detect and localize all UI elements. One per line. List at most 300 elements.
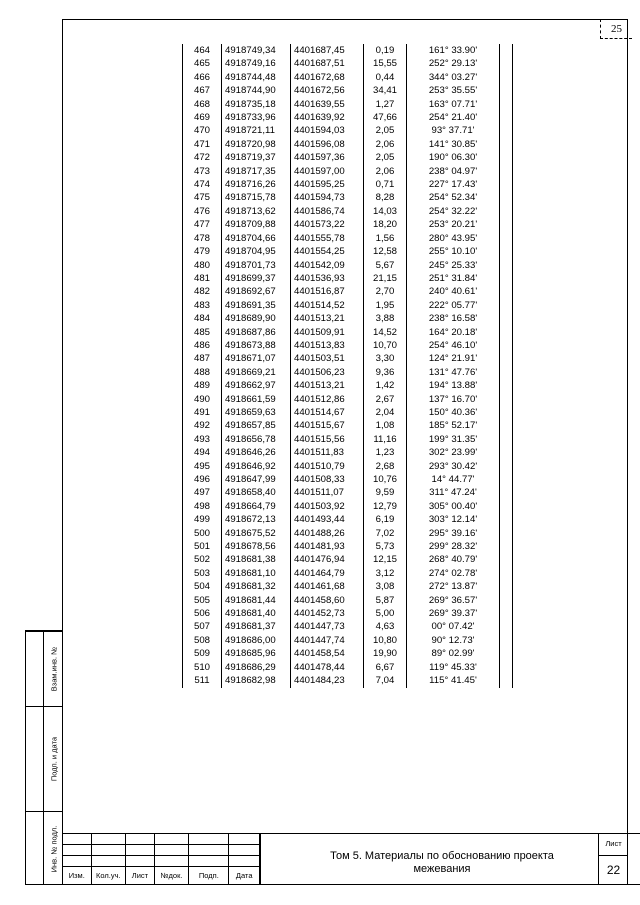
- bearing-cell: 254° 52.34': [407, 191, 500, 204]
- table-row: [183, 259, 513, 272]
- table-row: [183, 473, 513, 486]
- coord-x-cell: 4918647,99: [222, 473, 291, 486]
- point-number-cell: 464: [183, 44, 222, 57]
- distance-cell: 8,28: [364, 191, 407, 204]
- coord-x-cell: 4918681,32: [222, 580, 291, 593]
- point-number-cell: 484: [183, 312, 222, 325]
- distance-cell: 5,87: [364, 594, 407, 607]
- table-row: [183, 594, 513, 607]
- table-row: [183, 433, 513, 446]
- header-change: Изм.: [63, 866, 92, 884]
- coord-x-cell: 4918672,13: [222, 513, 291, 526]
- coord-x-cell: 4918721,11: [222, 124, 291, 137]
- table-row: [183, 84, 513, 97]
- distance-cell: 6,67: [364, 661, 407, 674]
- empty-cell: [500, 674, 513, 687]
- empty-cell: [500, 634, 513, 647]
- point-number-cell: 491: [183, 406, 222, 419]
- bearing-cell: 269° 36.57': [407, 594, 500, 607]
- coord-y-cell: 4401595,25: [291, 178, 364, 191]
- page-number: 25: [600, 19, 632, 39]
- bearing-cell: 254° 46.10': [407, 339, 500, 352]
- empty-cell: [500, 553, 513, 566]
- bearing-cell: 93° 37.71': [407, 124, 500, 137]
- coord-y-cell: 4401508,33: [291, 473, 364, 486]
- table-row: [183, 218, 513, 231]
- empty-cell: [500, 326, 513, 339]
- empty-cell: [500, 71, 513, 84]
- coord-y-cell: 4401476,94: [291, 553, 364, 566]
- bearing-cell: 190° 06.30': [407, 151, 500, 164]
- empty-cell: [500, 607, 513, 620]
- distance-cell: 18,20: [364, 218, 407, 231]
- point-number-cell: 509: [183, 647, 222, 660]
- empty-cell: [500, 352, 513, 365]
- coord-y-cell: 4401461,68: [291, 580, 364, 593]
- coord-y-cell: 4401481,93: [291, 540, 364, 553]
- bearing-cell: 305° 00.40': [407, 500, 500, 513]
- point-number-cell: 471: [183, 138, 222, 151]
- coord-y-cell: 4401536,93: [291, 272, 364, 285]
- table-row: [183, 379, 513, 392]
- coord-x-cell: 4918716,26: [222, 178, 291, 191]
- table-row: [183, 245, 513, 258]
- coord-y-cell: 4401687,51: [291, 57, 364, 70]
- distance-cell: 11,16: [364, 433, 407, 446]
- point-number-cell: 488: [183, 366, 222, 379]
- coord-y-cell: 4401542,09: [291, 259, 364, 272]
- empty-cell: [500, 312, 513, 325]
- distance-cell: 1,56: [364, 232, 407, 245]
- distance-cell: 10,80: [364, 634, 407, 647]
- table-row: [183, 165, 513, 178]
- coord-x-cell: 4918686,00: [222, 634, 291, 647]
- coord-x-cell: 4918749,16: [222, 57, 291, 70]
- coord-x-cell: 4918685,96: [222, 647, 291, 660]
- coord-y-cell: 4401510,79: [291, 460, 364, 473]
- empty-cell: [500, 232, 513, 245]
- document-title-line2: межевания: [413, 863, 471, 875]
- document-title: [272, 850, 612, 876]
- table-row: [183, 527, 513, 540]
- point-number-cell: 473: [183, 165, 222, 178]
- distance-cell: 14,52: [364, 326, 407, 339]
- bearing-cell: 253° 20.21': [407, 218, 500, 231]
- point-number-cell: 466: [183, 71, 222, 84]
- empty-cell: [500, 486, 513, 499]
- empty-cell: [500, 272, 513, 285]
- distance-cell: 7,02: [364, 527, 407, 540]
- empty-cell: [500, 151, 513, 164]
- coord-x-cell: 4918681,10: [222, 567, 291, 580]
- bearing-cell: 227° 17.43': [407, 178, 500, 191]
- bearing-cell: 254° 21.40': [407, 111, 500, 124]
- distance-cell: 2,05: [364, 151, 407, 164]
- coord-x-cell: 4918691,35: [222, 299, 291, 312]
- coord-y-cell: 4401447,74: [291, 634, 364, 647]
- coord-x-cell: 4918662,97: [222, 379, 291, 392]
- coord-x-cell: 4918692,67: [222, 285, 291, 298]
- coord-x-cell: 4918658,40: [222, 486, 291, 499]
- empty-cell: [500, 446, 513, 459]
- side-stamp: [43, 630, 63, 885]
- bearing-cell: 293° 30.42': [407, 460, 500, 473]
- coord-y-cell: 4401555,78: [291, 232, 364, 245]
- coord-x-cell: 4918659,63: [222, 406, 291, 419]
- empty-cell: [500, 594, 513, 607]
- point-number-cell: 474: [183, 178, 222, 191]
- sheet-number: 22: [606, 863, 621, 877]
- coord-y-cell: 4401594,03: [291, 124, 364, 137]
- coord-y-cell: 4401515,67: [291, 419, 364, 432]
- table-row: [183, 486, 513, 499]
- distance-cell: 10,70: [364, 339, 407, 352]
- document-title-line1: Том 5. Материалы по обоснованию проекта: [330, 850, 554, 862]
- point-number-cell: 467: [183, 84, 222, 97]
- empty-cell: [500, 285, 513, 298]
- sheet-box: [598, 833, 628, 885]
- coord-y-cell: 4401447,73: [291, 620, 364, 633]
- table-row: [183, 661, 513, 674]
- point-number-cell: 495: [183, 460, 222, 473]
- point-number-cell: 479: [183, 245, 222, 258]
- point-number-cell: 499: [183, 513, 222, 526]
- point-number-cell: 468: [183, 98, 222, 111]
- point-number-cell: 482: [183, 285, 222, 298]
- table-row: [183, 272, 513, 285]
- point-number-cell: 505: [183, 594, 222, 607]
- side-label-orig-inv: Инв. № подл.: [49, 825, 58, 873]
- coord-y-cell: 4401513,83: [291, 339, 364, 352]
- table-row: [183, 285, 513, 298]
- revision-grid: [62, 833, 260, 885]
- table-row: [183, 366, 513, 379]
- bearing-cell: 240° 40.61': [407, 285, 500, 298]
- coord-y-cell: 4401458,54: [291, 647, 364, 660]
- coord-y-cell: 4401511,83: [291, 446, 364, 459]
- table-row: [183, 607, 513, 620]
- empty-cell: [500, 138, 513, 151]
- empty-cell: [500, 84, 513, 97]
- coord-x-cell: 4918664,79: [222, 500, 291, 513]
- table-row: [183, 419, 513, 432]
- table-row: [183, 178, 513, 191]
- coord-x-cell: 4918678,56: [222, 540, 291, 553]
- distance-cell: 15,55: [364, 57, 407, 70]
- point-number-cell: 475: [183, 191, 222, 204]
- table-row: [183, 553, 513, 566]
- coord-y-cell: 4401639,92: [291, 111, 364, 124]
- bearing-cell: 303° 12.14': [407, 513, 500, 526]
- coord-x-cell: 4918704,95: [222, 245, 291, 258]
- point-number-cell: 511: [183, 674, 222, 687]
- distance-cell: 3,30: [364, 352, 407, 365]
- coord-y-cell: 4401596,08: [291, 138, 364, 151]
- distance-cell: 0,44: [364, 71, 407, 84]
- bearing-cell: 90° 12.73': [407, 634, 500, 647]
- point-number-cell: 510: [183, 661, 222, 674]
- point-number-cell: 483: [183, 299, 222, 312]
- point-number-cell: 502: [183, 553, 222, 566]
- header-sign: Подп.: [189, 866, 229, 884]
- coord-y-cell: 4401672,56: [291, 84, 364, 97]
- distance-cell: 2,06: [364, 138, 407, 151]
- header-doc-no: №док.: [154, 866, 189, 884]
- distance-cell: 21,15: [364, 272, 407, 285]
- table-row: [183, 500, 513, 513]
- bearing-cell: 344° 03.27': [407, 71, 500, 84]
- bearing-cell: 274° 02.78': [407, 567, 500, 580]
- distance-cell: 1,42: [364, 379, 407, 392]
- coord-y-cell: 4401512,86: [291, 393, 364, 406]
- header-qty: Кол.уч.: [91, 866, 126, 884]
- distance-cell: 1,08: [364, 419, 407, 432]
- empty-cell: [500, 540, 513, 553]
- point-number-cell: 497: [183, 486, 222, 499]
- table-row: [183, 124, 513, 137]
- table-row: [183, 205, 513, 218]
- bearing-cell: 269° 39.37': [407, 607, 500, 620]
- table-row: [183, 138, 513, 151]
- empty-cell: [500, 245, 513, 258]
- point-number-cell: 503: [183, 567, 222, 580]
- distance-cell: 3,12: [364, 567, 407, 580]
- coord-y-cell: 4401514,67: [291, 406, 364, 419]
- empty-cell: [500, 366, 513, 379]
- point-number-cell: 477: [183, 218, 222, 231]
- table-row: [183, 352, 513, 365]
- table-row: [183, 567, 513, 580]
- empty-cell: [500, 165, 513, 178]
- point-number-cell: 492: [183, 419, 222, 432]
- coord-x-cell: 4918646,26: [222, 446, 291, 459]
- table-row: [183, 634, 513, 647]
- coord-x-cell: 4918673,88: [222, 339, 291, 352]
- distance-cell: 7,04: [364, 674, 407, 687]
- distance-cell: 2,68: [364, 460, 407, 473]
- sheet-label: Лист: [599, 833, 628, 856]
- bearing-cell: 185° 52.17': [407, 419, 500, 432]
- bearing-cell: 150° 40.36': [407, 406, 500, 419]
- header-date: Дата: [229, 866, 260, 884]
- empty-cell: [500, 124, 513, 137]
- coord-x-cell: 4918699,37: [222, 272, 291, 285]
- empty-cell: [500, 178, 513, 191]
- empty-cell: [500, 259, 513, 272]
- distance-cell: 2,06: [364, 165, 407, 178]
- bearing-cell: 194° 13.88': [407, 379, 500, 392]
- point-number-cell: 501: [183, 540, 222, 553]
- empty-cell: [500, 205, 513, 218]
- coord-y-cell: 4401639,55: [291, 98, 364, 111]
- coord-x-cell: 4918669,21: [222, 366, 291, 379]
- bearing-cell: 222° 05.77': [407, 299, 500, 312]
- coord-y-cell: 4401509,91: [291, 326, 364, 339]
- bearing-cell: 163° 07.71': [407, 98, 500, 111]
- point-number-cell: 508: [183, 634, 222, 647]
- distance-cell: 1,95: [364, 299, 407, 312]
- distance-cell: 3,88: [364, 312, 407, 325]
- coord-y-cell: 4401594,73: [291, 191, 364, 204]
- empty-cell: [500, 393, 513, 406]
- empty-cell: [500, 661, 513, 674]
- distance-cell: 2,05: [364, 124, 407, 137]
- coord-x-cell: 4918720,98: [222, 138, 291, 151]
- table-row: [183, 191, 513, 204]
- bearing-cell: 268° 40.79': [407, 553, 500, 566]
- empty-cell: [500, 379, 513, 392]
- empty-cell: [500, 473, 513, 486]
- bearing-cell: 238° 04.97': [407, 165, 500, 178]
- point-number-cell: 493: [183, 433, 222, 446]
- point-number-cell: 486: [183, 339, 222, 352]
- table-row: [183, 151, 513, 164]
- distance-cell: 5,73: [364, 540, 407, 553]
- empty-cell: [500, 406, 513, 419]
- coord-y-cell: 4401516,87: [291, 285, 364, 298]
- empty-cell: [500, 57, 513, 70]
- empty-cell: [500, 460, 513, 473]
- point-number-cell: 490: [183, 393, 222, 406]
- distance-cell: 9,59: [364, 486, 407, 499]
- table-row: [183, 326, 513, 339]
- coord-y-cell: 4401515,56: [291, 433, 364, 446]
- side-stamp-inner: [25, 630, 43, 885]
- bearing-cell: 254° 32.22': [407, 205, 500, 218]
- table-row: [183, 71, 513, 84]
- distance-cell: 47,66: [364, 111, 407, 124]
- title-block: [62, 833, 628, 885]
- coord-x-cell: 4918657,85: [222, 419, 291, 432]
- coord-y-cell: 4401597,36: [291, 151, 364, 164]
- bearing-cell: 164° 20.18': [407, 326, 500, 339]
- bearing-cell: 161° 33.90': [407, 44, 500, 57]
- distance-cell: 6,19: [364, 513, 407, 526]
- bearing-cell: 299° 28.32': [407, 540, 500, 553]
- coord-x-cell: 4918701,73: [222, 259, 291, 272]
- table-row: [183, 446, 513, 459]
- coord-x-cell: 4918681,44: [222, 594, 291, 607]
- distance-cell: 0,71: [364, 178, 407, 191]
- coord-x-cell: 4918689,90: [222, 312, 291, 325]
- point-number-cell: 472: [183, 151, 222, 164]
- bearing-cell: 302° 23.99': [407, 446, 500, 459]
- distance-cell: 2,70: [364, 285, 407, 298]
- coord-y-cell: 4401488,26: [291, 527, 364, 540]
- coord-y-cell: 4401514,52: [291, 299, 364, 312]
- empty-cell: [500, 500, 513, 513]
- coord-y-cell: 4401513,21: [291, 312, 364, 325]
- coord-x-cell: 4918681,40: [222, 607, 291, 620]
- coord-x-cell: 4918713,62: [222, 205, 291, 218]
- bearing-cell: 14° 44.77': [407, 473, 500, 486]
- bearing-cell: 00° 07.42': [407, 620, 500, 633]
- coord-x-cell: 4918719,37: [222, 151, 291, 164]
- table-row: [183, 111, 513, 124]
- empty-cell: [500, 647, 513, 660]
- coord-y-cell: 4401513,21: [291, 379, 364, 392]
- coord-x-cell: 4918717,35: [222, 165, 291, 178]
- coord-x-cell: 4918744,90: [222, 84, 291, 97]
- table-row: [183, 299, 513, 312]
- bearing-cell: 115° 41.45': [407, 674, 500, 687]
- coord-y-cell: 4401506,23: [291, 366, 364, 379]
- table-row: [183, 647, 513, 660]
- bearing-cell: 280° 43.95': [407, 232, 500, 245]
- coord-y-cell: 4401511,07: [291, 486, 364, 499]
- bearing-cell: 89° 02.99': [407, 647, 500, 660]
- distance-cell: 12,58: [364, 245, 407, 258]
- coord-y-cell: 4401478,44: [291, 661, 364, 674]
- coord-x-cell: 4918687,86: [222, 326, 291, 339]
- coord-x-cell: 4918709,88: [222, 218, 291, 231]
- side-label-sign-date: Подп. и дата: [49, 736, 58, 782]
- coord-x-cell: 4918749,34: [222, 44, 291, 57]
- distance-cell: 34,41: [364, 84, 407, 97]
- coord-y-cell: 4401597,00: [291, 165, 364, 178]
- coord-x-cell: 4918733,96: [222, 111, 291, 124]
- coord-x-cell: 4918715,78: [222, 191, 291, 204]
- point-number-cell: 470: [183, 124, 222, 137]
- coord-x-cell: 4918646,92: [222, 460, 291, 473]
- point-number-cell: 480: [183, 259, 222, 272]
- coord-y-cell: 4401554,25: [291, 245, 364, 258]
- empty-cell: [500, 567, 513, 580]
- coord-x-cell: 4918744,48: [222, 71, 291, 84]
- distance-cell: 1,27: [364, 98, 407, 111]
- bearing-cell: 295° 39.16': [407, 527, 500, 540]
- point-number-cell: 494: [183, 446, 222, 459]
- empty-cell: [500, 299, 513, 312]
- table-row: [183, 406, 513, 419]
- coord-x-cell: 4918704,66: [222, 232, 291, 245]
- table-row: [183, 232, 513, 245]
- table-row: [183, 580, 513, 593]
- empty-cell: [500, 620, 513, 633]
- empty-cell: [500, 513, 513, 526]
- point-number-cell: 478: [183, 232, 222, 245]
- coord-y-cell: 4401672,68: [291, 71, 364, 84]
- table-row: [183, 674, 513, 687]
- header-sheet: Лист: [126, 866, 155, 884]
- empty-cell: [500, 433, 513, 446]
- bearing-cell: 119° 45.33': [407, 661, 500, 674]
- empty-cell: [500, 44, 513, 57]
- distance-cell: 14,03: [364, 205, 407, 218]
- coord-y-cell: 4401484,23: [291, 674, 364, 687]
- coord-x-cell: 4918735,18: [222, 98, 291, 111]
- coord-x-cell: 4918671,07: [222, 352, 291, 365]
- distance-cell: 19,90: [364, 647, 407, 660]
- table-row: [183, 98, 513, 111]
- point-number-cell: 506: [183, 607, 222, 620]
- coord-x-cell: 4918686,29: [222, 661, 291, 674]
- side-label-replace-inv: Взам.инв. №: [49, 646, 58, 692]
- table-row: [183, 312, 513, 325]
- distance-cell: 9,36: [364, 366, 407, 379]
- point-number-cell: 489: [183, 379, 222, 392]
- distance-cell: 1,23: [364, 446, 407, 459]
- empty-cell: [500, 419, 513, 432]
- table-row: [183, 57, 513, 70]
- coord-x-cell: 4918681,37: [222, 620, 291, 633]
- empty-cell: [500, 218, 513, 231]
- coord-y-cell: 4401452,73: [291, 607, 364, 620]
- distance-cell: 2,04: [364, 406, 407, 419]
- coord-y-cell: 4401464,79: [291, 567, 364, 580]
- table-row: [183, 393, 513, 406]
- coord-x-cell: 4918681,38: [222, 553, 291, 566]
